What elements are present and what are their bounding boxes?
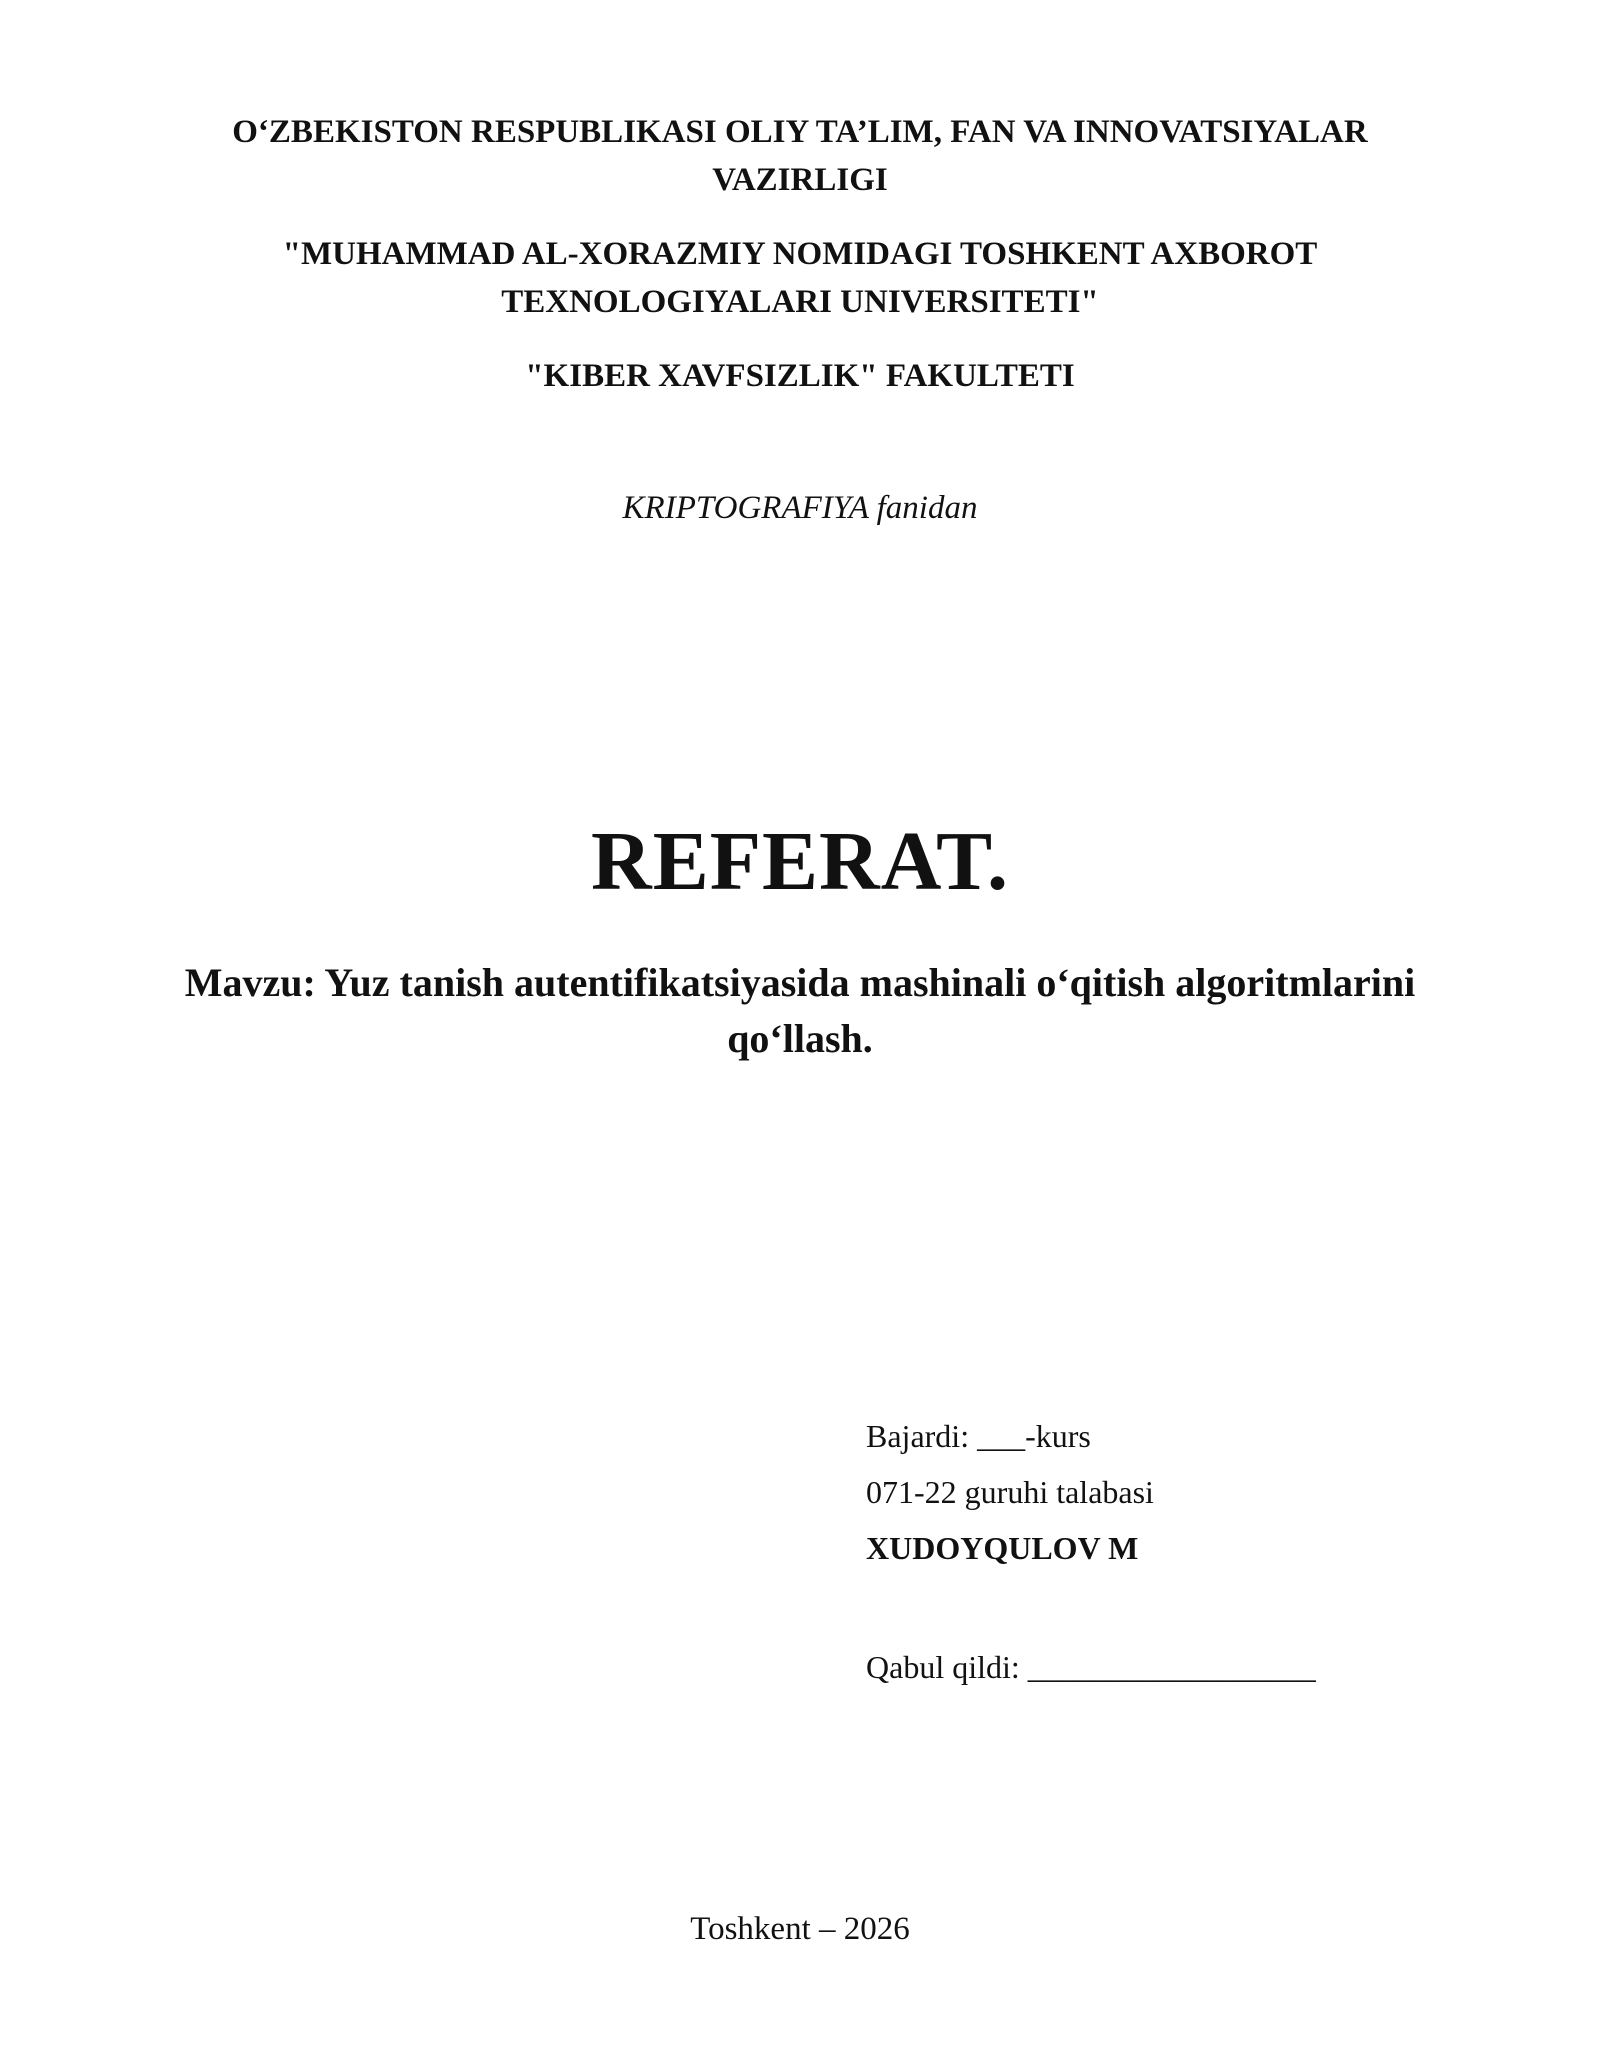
performer-info (866, 1408, 1154, 1576)
ministry-heading: O‘ZBEKISTON RESPUBLIKASI OLIY TA’LIM, FAN VA INNOVATSIYALAR VAZIRLIGI (232, 114, 1368, 198)
city-year-footer: Toshkent – 2026 (690, 1911, 910, 1947)
performer-group: 071-22 guruhi talabasi (866, 1474, 1154, 1510)
faculty-heading: "KIBER XAVFSIZLIK" FAKULTETI (525, 358, 1075, 394)
accepted-by-line: Qabul qildi: __________________ (866, 1649, 1316, 1685)
topic-heading: Mavzu: Yuz tanish autentifikatsiyasida mashinali o‘qitish algoritmlarini qo‘llash. (184, 960, 1416, 1061)
performer-name: XUDOYQULOV M (866, 1530, 1139, 1566)
subject-line: KRIPTOGRAFIYA fanidan (622, 490, 978, 526)
performer-course: Bajardi: ___-kurs (866, 1418, 1091, 1454)
university-heading: "MUHAMMAD AL-XORAZMIY NOMIDAGI TOSHKENT AXBOROT TEXNOLOGIYALARI UNIVERSITETI" (282, 236, 1318, 320)
document-title: REFERAT. (591, 815, 1009, 908)
